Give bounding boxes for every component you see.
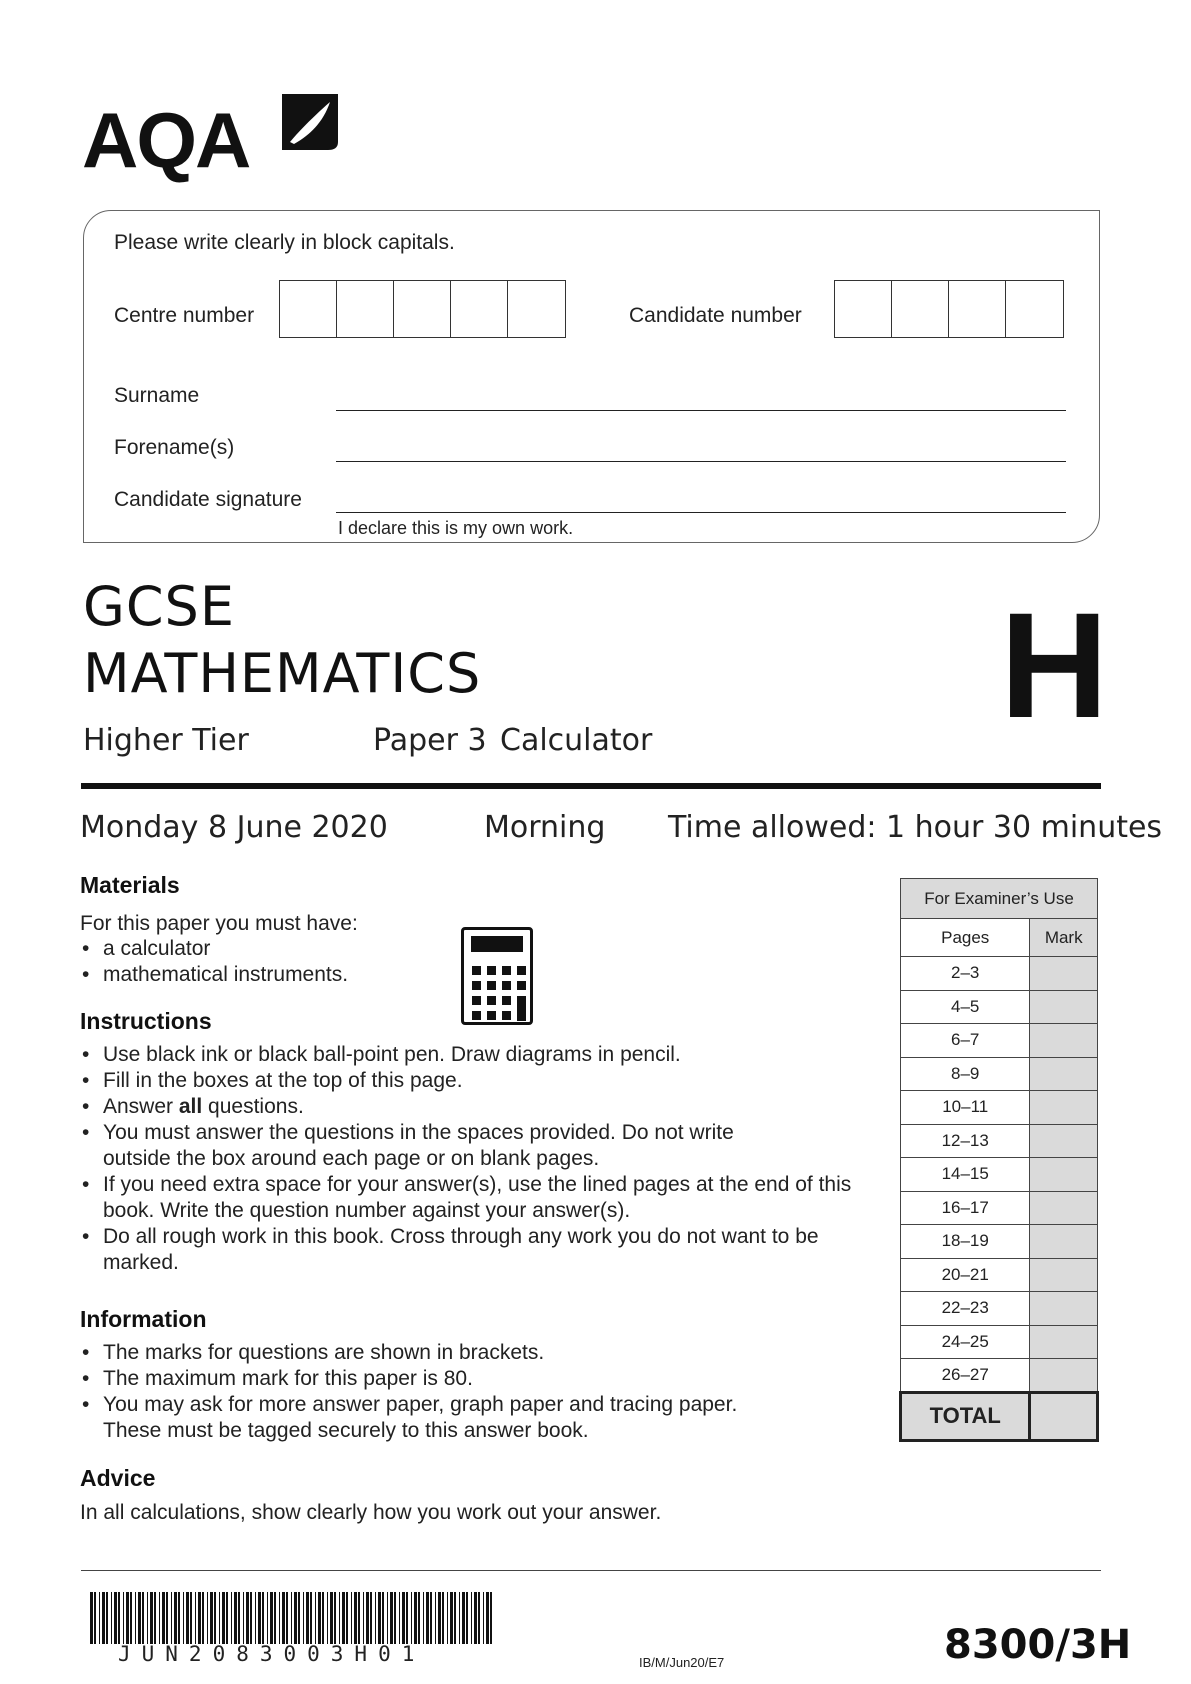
footer-divider	[81, 1570, 1101, 1571]
aqa-logo	[82, 90, 342, 190]
mark-cell	[1030, 1124, 1098, 1158]
barcode-bar	[394, 1592, 396, 1644]
table-row	[901, 1191, 1098, 1225]
surname-label: Surname	[114, 384, 200, 407]
barcode-bar	[354, 1592, 357, 1644]
logo-text: AQA	[82, 96, 250, 184]
pages-cell: 4–5	[901, 990, 1030, 1024]
barcode-bar	[243, 1592, 244, 1644]
reference-code: IB/M/Jun20/E7	[639, 1655, 725, 1670]
barcode-bar	[303, 1592, 304, 1644]
centre-digit-box[interactable]	[451, 281, 508, 337]
mark-cell	[1030, 1191, 1098, 1225]
barcode-bar	[190, 1592, 192, 1644]
tier-label: Higher Tier	[83, 723, 249, 758]
mark-cell	[1030, 1258, 1098, 1292]
barcode-bar	[214, 1592, 216, 1644]
barcode-bar	[114, 1592, 117, 1644]
table-row	[901, 990, 1098, 1024]
barcode-bar	[471, 1592, 472, 1644]
total-mark-cell	[1030, 1392, 1098, 1440]
examiner-use-table	[899, 878, 1099, 1442]
qualification-title: GCSE	[83, 575, 235, 638]
mark-cell	[1030, 1024, 1098, 1058]
mark-cell	[1030, 990, 1098, 1024]
mark-cell	[1030, 1292, 1098, 1326]
pages-cell: 16–17	[901, 1191, 1030, 1225]
barcode-bar	[262, 1592, 264, 1644]
barcode-bar	[390, 1592, 393, 1644]
candidate-digit-box[interactable]	[1006, 281, 1063, 337]
exam-date: Monday 8 June 2020	[80, 810, 388, 845]
barcode-bar	[399, 1592, 400, 1644]
pages-cell: 26–27	[901, 1359, 1030, 1393]
list-item: • You may ask for more answer paper, graph paper and tracing paper. These must be tagged securely to this answer book.	[80, 1392, 780, 1444]
candidate-digit-box[interactable]	[892, 281, 949, 337]
barcode-bar	[375, 1592, 376, 1644]
barcode-bar	[162, 1592, 165, 1644]
total-label: TOTAL	[901, 1392, 1030, 1440]
answer-bold: all	[178, 1095, 203, 1118]
barcode-bar	[123, 1592, 124, 1644]
surname-field[interactable]	[336, 410, 1066, 411]
table-row	[901, 1024, 1098, 1058]
barcode-bar	[483, 1592, 484, 1644]
materials-heading: Materials	[80, 872, 180, 898]
pages-cell: 8–9	[901, 1057, 1030, 1091]
barcode-bar	[406, 1592, 408, 1644]
advice-heading: Advice	[80, 1465, 156, 1491]
barcode-bar	[414, 1592, 417, 1644]
pages-cell: 18–19	[901, 1225, 1030, 1259]
barcode-bar	[378, 1592, 381, 1644]
barcode-bar	[442, 1592, 444, 1644]
mark-cell	[1030, 1325, 1098, 1359]
subject-title: MATHEMATICS	[83, 642, 482, 705]
barcode-bar	[270, 1592, 273, 1644]
barcode-bar	[166, 1592, 168, 1644]
candidate-digit-box[interactable]	[949, 281, 1006, 337]
candidate-number-boxes[interactable]	[834, 280, 1064, 338]
table-row	[901, 1124, 1098, 1158]
centre-digit-box[interactable]	[337, 281, 394, 337]
time-allowed: Time allowed: 1 hour 30 minutes	[668, 810, 1163, 845]
barcode-bar	[90, 1592, 93, 1644]
barcode-bar	[210, 1592, 213, 1644]
barcode-bar	[226, 1592, 228, 1644]
barcode-bar	[186, 1592, 189, 1644]
barcode-bar	[478, 1592, 480, 1644]
barcode-bar	[267, 1592, 268, 1644]
exam-session: Morning	[484, 810, 606, 845]
barcode-bar	[426, 1592, 429, 1644]
mark-cell	[1030, 1057, 1098, 1091]
barcode-bar	[159, 1592, 160, 1644]
barcode-bar	[178, 1592, 180, 1644]
barcode-bar	[294, 1592, 297, 1644]
barcode-bar	[459, 1592, 460, 1644]
list-item: • The marks for questions are shown in brackets.	[80, 1340, 820, 1366]
barcode-bar	[454, 1592, 456, 1644]
answer-post: questions.	[202, 1095, 304, 1118]
candidate-digit-box[interactable]	[835, 281, 892, 337]
barcode-bar	[330, 1592, 333, 1644]
barcode-bar	[99, 1592, 100, 1644]
barcode-bar	[198, 1592, 201, 1644]
barcode-bar	[118, 1592, 120, 1644]
mark-cell	[1030, 957, 1098, 991]
barcode-bar	[258, 1592, 261, 1644]
pages-column-header: Pages	[901, 919, 1030, 957]
table-row	[901, 1091, 1098, 1125]
barcode-bar	[130, 1592, 132, 1644]
advice-text: In all calculations, show clearly how you work out your answer.	[80, 1501, 662, 1524]
centre-digit-box[interactable]	[508, 281, 565, 337]
centre-digit-box[interactable]	[394, 281, 451, 337]
barcode-bar	[435, 1592, 436, 1644]
barcode-bar	[310, 1592, 312, 1644]
barcode-bar	[402, 1592, 405, 1644]
barcode-bar	[222, 1592, 225, 1644]
barcode-bar	[351, 1592, 352, 1644]
barcode-bar	[327, 1592, 328, 1644]
barcode-bar	[486, 1592, 489, 1644]
instructions-heading: Instructions	[80, 1008, 212, 1034]
forename-label: Forename(s)	[114, 436, 235, 459]
materials-intro: For this paper you must have:	[80, 912, 358, 935]
barcode-bar	[282, 1592, 285, 1644]
form-instruction: Please write clearly in block capitals.	[114, 231, 455, 254]
pages-cell: 20–21	[901, 1258, 1030, 1292]
barcode-bar	[183, 1592, 184, 1644]
barcode-bar	[138, 1592, 141, 1644]
barcode-bar	[106, 1592, 108, 1644]
barcode-bar	[387, 1592, 388, 1644]
mark-cell	[1030, 1359, 1098, 1393]
paper-code: 8300/3H	[944, 1622, 1132, 1668]
barcode-bar	[490, 1592, 492, 1644]
barcode-bar	[423, 1592, 424, 1644]
pages-cell: 12–13	[901, 1124, 1030, 1158]
table-row	[901, 1057, 1098, 1091]
mark-cell	[1030, 1225, 1098, 1259]
barcode-bar	[147, 1592, 148, 1644]
centre-digit-box[interactable]	[280, 281, 337, 337]
barcode-bar	[111, 1592, 112, 1644]
materials-list	[80, 936, 348, 988]
barcode-bar	[462, 1592, 465, 1644]
barcode-bar	[171, 1592, 172, 1644]
barcode-bar	[322, 1592, 324, 1644]
declaration-text: I declare this is my own work.	[338, 518, 574, 538]
barcode-bar	[279, 1592, 280, 1644]
signature-field[interactable]	[336, 512, 1066, 513]
barcode-bar	[135, 1592, 136, 1644]
table-row	[901, 1225, 1098, 1259]
table-row	[901, 1292, 1098, 1326]
list-item: • Fill in the boxes at the top of this page.	[80, 1068, 860, 1094]
list-item	[80, 1094, 860, 1120]
barcode-bar	[466, 1592, 468, 1644]
barcode-bar	[418, 1592, 420, 1644]
pages-cell: 10–11	[901, 1091, 1030, 1125]
tier-letter: H	[1000, 581, 1109, 749]
barcode-bar	[334, 1592, 336, 1644]
information-heading: Information	[80, 1306, 207, 1332]
centre-number-boxes[interactable]	[279, 280, 566, 338]
pages-cell: 14–15	[901, 1158, 1030, 1192]
barcode-bar	[142, 1592, 144, 1644]
forename-field[interactable]	[336, 461, 1066, 462]
barcode-bar	[346, 1592, 348, 1644]
barcode-bar	[246, 1592, 249, 1644]
list-item: • You must answer the questions in the spaces provided. Do not write outside the box around each page or on blank pages.	[80, 1120, 780, 1172]
signature-label: Candidate signature	[114, 488, 302, 511]
table-row	[901, 1258, 1098, 1292]
barcode-bar	[298, 1592, 300, 1644]
answer-pre: Answer	[103, 1095, 179, 1118]
barcode-bar	[219, 1592, 220, 1644]
barcode-text: JUN2083003H01	[118, 1642, 426, 1666]
barcode-bar	[382, 1592, 384, 1644]
barcode-bar	[363, 1592, 364, 1644]
barcode-bar	[411, 1592, 412, 1644]
list-item: • The maximum mark for this paper is 80.	[80, 1366, 820, 1392]
barcode-bar	[102, 1592, 105, 1644]
table-row	[901, 957, 1098, 991]
barcode-bar	[174, 1592, 177, 1644]
list-item: • a calculator	[80, 936, 348, 962]
barcode-bar	[250, 1592, 252, 1644]
barcode-bar	[202, 1592, 204, 1644]
barcode-bar	[286, 1592, 288, 1644]
mark-cell	[1030, 1158, 1098, 1192]
barcode-bar	[318, 1592, 321, 1644]
barcode-bar	[339, 1592, 340, 1644]
barcode-bar	[154, 1592, 156, 1644]
barcode-bar	[255, 1592, 256, 1644]
barcode	[88, 1592, 498, 1644]
instructions-list	[80, 1042, 860, 1276]
barcode-bar	[207, 1592, 208, 1644]
barcode-bar	[94, 1592, 96, 1644]
barcode-bar	[370, 1592, 372, 1644]
barcode-bar	[291, 1592, 292, 1644]
list-item: • If you need extra space for your answer(s), use the lined pages at the end of this book. Write the question number against your answer(s).	[80, 1172, 860, 1224]
title-divider	[81, 783, 1101, 789]
barcode-bar	[126, 1592, 129, 1644]
calculator-icon	[461, 927, 533, 1025]
centre-number-label: Centre number	[114, 304, 255, 327]
barcode-bar	[238, 1592, 240, 1644]
pages-cell: 24–25	[901, 1325, 1030, 1359]
barcode-bar	[358, 1592, 360, 1644]
pages-cell: 6–7	[901, 1024, 1030, 1058]
barcode-bar	[474, 1592, 477, 1644]
mark-cell	[1030, 1091, 1098, 1125]
examiner-table-title: For Examiner’s Use	[901, 879, 1098, 919]
barcode-bar	[366, 1592, 369, 1644]
list-item: • mathematical instruments.	[80, 962, 348, 988]
barcode-bar	[315, 1592, 316, 1644]
barcode-bar	[450, 1592, 453, 1644]
barcode-bar	[306, 1592, 309, 1644]
paper-label: Paper 3	[373, 723, 487, 758]
pages-cell: 2–3	[901, 957, 1030, 991]
pages-cell: 22–23	[901, 1292, 1030, 1326]
list-item: • Do all rough work in this book. Cross through any work you do not want to be marked.	[80, 1224, 840, 1276]
mark-column-header: Mark	[1030, 919, 1098, 957]
barcode-bar	[274, 1592, 276, 1644]
barcode-bar	[234, 1592, 237, 1644]
table-row	[901, 1158, 1098, 1192]
barcode-bar	[231, 1592, 232, 1644]
table-row	[901, 1359, 1098, 1393]
barcode-bar	[430, 1592, 432, 1644]
barcode-bar	[150, 1592, 153, 1644]
aqa-leaf-icon	[280, 92, 340, 152]
barcode-bar	[438, 1592, 441, 1644]
information-list	[80, 1340, 820, 1444]
list-item: • Use black ink or black ball-point pen. Draw diagrams in pencil.	[80, 1042, 860, 1068]
calculator-label: Calculator	[500, 723, 653, 758]
barcode-bar	[342, 1592, 345, 1644]
candidate-number-label: Candidate number	[629, 304, 802, 327]
barcode-bar	[447, 1592, 448, 1644]
barcode-bar	[195, 1592, 196, 1644]
table-row	[901, 1325, 1098, 1359]
